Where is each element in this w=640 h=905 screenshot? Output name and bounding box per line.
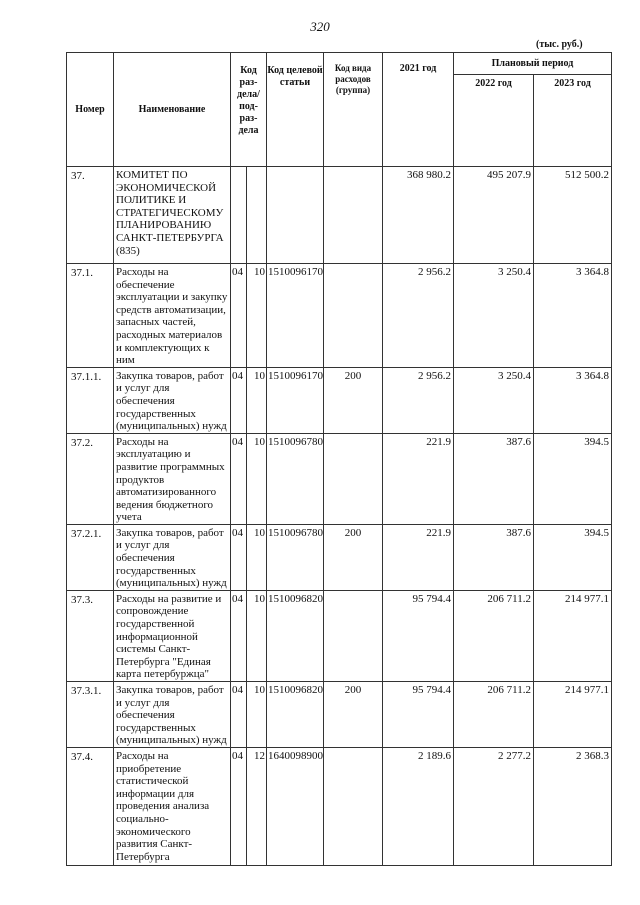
row-2023: 2 368.3 <box>534 747 612 865</box>
row-number: 37.3. <box>67 590 114 681</box>
row-subsection <box>247 167 267 264</box>
row-2023: 214 977.1 <box>534 590 612 681</box>
row-2021: 2 956.2 <box>383 264 454 368</box>
row-number: 37. <box>67 167 114 264</box>
row-name: Закупка товаров, работ и услуг для обеспечения государственных (муниципальных) нужд <box>114 682 231 748</box>
row-section: 04 <box>231 747 247 865</box>
row-name: КОМИТЕТ ПО ЭКОНОМИЧЕСКОЙ ПОЛИТИКЕ И СТРАТЕГИЧЕСКОМУ ПЛАНИРОВАНИЮ САНКТ-ПЕТЕРБУРГА (835) <box>114 167 231 264</box>
row-2021: 221.9 <box>383 433 454 524</box>
header-section: Код раз- дела/ под- раз- дела <box>231 53 267 167</box>
row-2021: 368 980.2 <box>383 167 454 264</box>
row-2023: 214 977.1 <box>534 682 612 748</box>
row-section: 04 <box>231 433 247 524</box>
row-subsection: 12 <box>247 747 267 865</box>
row-target: 1510096820 <box>267 590 324 681</box>
row-2022: 3 250.4 <box>454 367 534 433</box>
row-number: 37.2. <box>67 433 114 524</box>
header-planning-period: Плановый период <box>454 53 612 75</box>
row-expense-type <box>324 590 383 681</box>
row-2021: 2 189.6 <box>383 747 454 865</box>
row-subsection: 10 <box>247 264 267 368</box>
row-name: Расходы на развитие и сопровождение государственной информационной системы Санкт-Петербурга "Единая карта петербуржца" <box>114 590 231 681</box>
row-target: 1510096170 <box>267 367 324 433</box>
row-2022: 387.6 <box>454 524 534 590</box>
row-2022: 2 277.2 <box>454 747 534 865</box>
row-2021: 221.9 <box>383 524 454 590</box>
table-row <box>67 747 612 865</box>
table-row <box>67 433 612 524</box>
row-target <box>267 167 324 264</box>
budget-table <box>66 52 612 866</box>
row-expense-type <box>324 167 383 264</box>
row-expense-type <box>324 433 383 524</box>
row-number: 37.3.1. <box>67 682 114 748</box>
row-subsection: 10 <box>247 433 267 524</box>
row-2022: 387.6 <box>454 433 534 524</box>
row-subsection: 10 <box>247 524 267 590</box>
row-name: Расходы на обеспечение эксплуатации и закупку средств автоматизации, запасных частей, расходных материалов и комплектующих к ним <box>114 264 231 368</box>
table-row <box>67 367 612 433</box>
row-name: Закупка товаров, работ и услуг для обеспечения государственных (муниципальных) нужд <box>114 524 231 590</box>
row-2023: 512 500.2 <box>534 167 612 264</box>
row-section: 04 <box>231 682 247 748</box>
table-row <box>67 264 612 368</box>
row-expense-type: 200 <box>324 682 383 748</box>
row-2021: 95 794.4 <box>383 590 454 681</box>
header-expense-type: Код вида расходов (группа) <box>324 53 383 167</box>
row-section: 04 <box>231 524 247 590</box>
row-number: 37.1. <box>67 264 114 368</box>
table-row <box>67 524 612 590</box>
table-row <box>67 590 612 681</box>
page-number: 320 <box>310 19 330 34</box>
table-row <box>67 682 612 748</box>
row-expense-type: 200 <box>324 524 383 590</box>
header-target: Код целевой статьи <box>267 53 324 167</box>
row-name: Расходы на эксплуатацию и развитие программных продуктов автоматизированного ведения бюджетного учета <box>114 433 231 524</box>
row-expense-type <box>324 747 383 865</box>
row-section: 04 <box>231 264 247 368</box>
row-number: 37.4. <box>67 747 114 865</box>
header-name: Наименование <box>114 53 231 167</box>
row-2022: 495 207.9 <box>454 167 534 264</box>
row-subsection: 10 <box>247 367 267 433</box>
row-2022: 206 711.2 <box>454 682 534 748</box>
row-2023: 394.5 <box>534 524 612 590</box>
row-section <box>231 167 247 264</box>
row-name: Закупка товаров, работ и услуг для обеспечения государственных (муниципальных) нужд <box>114 367 231 433</box>
row-target: 1510096780 <box>267 433 324 524</box>
header-number: Номер <box>67 53 114 167</box>
units-label: (тыс. руб.) <box>536 39 583 50</box>
row-2023: 3 364.8 <box>534 264 612 368</box>
row-2022: 3 250.4 <box>454 264 534 368</box>
row-subsection: 10 <box>247 682 267 748</box>
table-row <box>67 167 612 264</box>
row-section: 04 <box>231 590 247 681</box>
header-2023: 2023 год <box>534 75 612 167</box>
row-2021: 2 956.2 <box>383 367 454 433</box>
row-target: 1640098900 <box>267 747 324 865</box>
row-2023: 3 364.8 <box>534 367 612 433</box>
row-number: 37.2.1. <box>67 524 114 590</box>
row-name: Расходы на приобретение статистической информации для проведения анализа социально-экономического развития Санкт-Петербурга <box>114 747 231 865</box>
row-target: 1510096820 <box>267 682 324 748</box>
row-target: 1510096780 <box>267 524 324 590</box>
row-number: 37.1.1. <box>67 367 114 433</box>
row-2022: 206 711.2 <box>454 590 534 681</box>
row-target: 1510096170 <box>267 264 324 368</box>
row-expense-type <box>324 264 383 368</box>
row-2023: 394.5 <box>534 433 612 524</box>
row-expense-type: 200 <box>324 367 383 433</box>
row-2021: 95 794.4 <box>383 682 454 748</box>
row-section: 04 <box>231 367 247 433</box>
row-subsection: 10 <box>247 590 267 681</box>
header-2021: 2021 год <box>383 53 454 167</box>
header-2022: 2022 год <box>454 75 534 167</box>
